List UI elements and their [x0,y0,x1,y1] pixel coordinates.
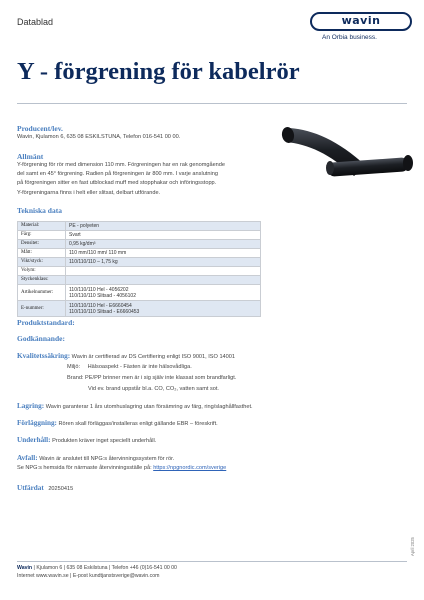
producer-heading: Producent/lev. [17,124,63,133]
document-type-label: Datablad [17,17,54,27]
footer-divider [17,561,407,562]
table-label: Färg: [18,231,66,240]
table-row [18,285,261,301]
general-line: Y-förgrening för rör med dimension 110 mm. Förgreningen har en rak genomgående [17,162,226,168]
storage-section [17,402,253,410]
table-row [18,240,261,249]
footer-company: Wavin [17,565,33,571]
disposal-text: Wavin är anslutet till NPG:s återvinningssystem för rör. [39,456,175,462]
fire-text-continued: Vid ev. brand uppstår bl.a. CO, CO₂, vatten samt sot. [88,386,219,392]
approval-heading: Godkännande: [17,334,65,343]
table-value: 110/110/110 – 1,75 kg [66,258,261,267]
table-label: Densitet: [18,240,66,249]
table-value: Svart [66,231,261,240]
table-value [66,285,261,301]
table-label: E-nummer: [18,301,66,317]
table-label: Mått: [18,249,66,258]
environment-line [67,364,192,370]
table-value [66,276,261,285]
disposal-link-prefix: Se NPG:s hemsida för närmaste återvinningsställe på: [17,465,152,471]
product-image [268,118,418,200]
technical-data-table [17,221,261,317]
wavin-logo [310,12,412,48]
issued-section [17,484,73,492]
table-row [18,276,261,285]
disposal-heading: Avfall: [17,454,38,462]
logo-tagline: An Orbia business. [322,34,377,41]
installation-text: Rören skall förläggas/installeras enligt gällande EBR – föreskrift. [58,421,218,427]
maintenance-heading: Underhåll: [17,436,51,444]
npg-link[interactable]: https://npgnordic.com/sverige [153,465,227,471]
general-text [17,161,267,198]
fire-text: PE/PP brinner men är i sig själv inte klassat som brandfarligt. [85,375,237,381]
table-label: Vikt/styck: [18,258,66,267]
environment-label: Miljö: [67,364,81,370]
maintenance-text: Produkten kräver inget speciellt underhåll. [52,438,157,444]
table-value-line: 110/110/110 Slitsad - 4056102 [69,292,136,299]
table-row [18,301,261,317]
technical-heading: Tekniska data [17,206,62,215]
table-row [18,222,261,231]
table-value [66,301,261,317]
storage-text: Wavin garanterar 1 års utomhuslagring utan försämring av färg, ring/slaghållfasthet. [45,404,253,410]
disposal-section [17,454,174,462]
producer-text: Wavin, Kjulamon 6, 635 08 ESKILSTUNA, Telefon 016-541 00 00. [17,134,181,140]
quality-text: Wavin är certifierad av DS Certifiering enligt ISO 9001, ISO 14001 [71,354,236,360]
installation-heading: Förläggning: [17,419,57,427]
environment-text: Hälsoaspekt - Fästen är inte hälsovådliga. [87,364,192,370]
product-standard-heading: Produktstandard: [17,318,75,327]
issued-date: 20250415 [48,486,74,492]
table-value-line: 110/110/110 Slitsad - E6660453 [69,308,140,315]
maintenance-section [17,436,156,444]
table-row [18,258,261,267]
table-label: Styckenklass: [18,276,66,285]
table-label: Material: [18,222,66,231]
quality-heading: Kvalitetssäkring: [17,352,71,360]
table-value: PE - polyeten [66,222,261,231]
table-row [18,249,261,258]
issued-heading: Utfärdat [17,484,44,492]
table-value: 0,95 kg/dm³ [66,240,261,249]
title-divider [17,103,407,104]
table-row [18,231,261,240]
footer-address-text: | Kjulamon 6 | 635 08 Eskilstuna | Telefon +46 (0)16-541 00 00 [33,565,177,571]
fire-line [67,375,236,381]
page-title: Y - förgrening för kabelrör [17,58,300,85]
general-line: del samt en 45° förgrening. Radien på förgreningen är 800 mm. I varje anslutning [17,171,218,178]
table-value [66,267,261,276]
fire-label: Brand: [67,375,84,381]
footer-contact: Internet www.wavin.se | E-post kundtjanstsverige@wavin.com [17,573,160,579]
general-heading: Allmänt [17,152,44,161]
side-date: April 2025 [410,537,415,556]
disposal-link-line [17,465,226,471]
storage-heading: Lagring: [17,402,45,410]
table-label: Volym: [18,267,66,276]
installation-section [17,419,218,427]
table-label: Artikelnummer: [18,285,66,301]
general-line: Y-förgreningarna finns i helt eller slitsat, delbart utförande. [17,189,161,196]
logo-wordmark: wavin [341,14,381,27]
footer-address [17,565,177,571]
quality-section [17,352,235,360]
table-value-line: 110/110/110 Hel - E6660454 [69,302,132,309]
table-row [18,267,261,276]
table-value: 110 mm/110 mm/ 110 mm [66,249,261,258]
general-line: på förgreningen sitter en fast utblockad muff med stopphakar och införingsstopp. [17,180,217,187]
table-value-line: 110/110/110 Hel - 4056202 [69,286,129,293]
